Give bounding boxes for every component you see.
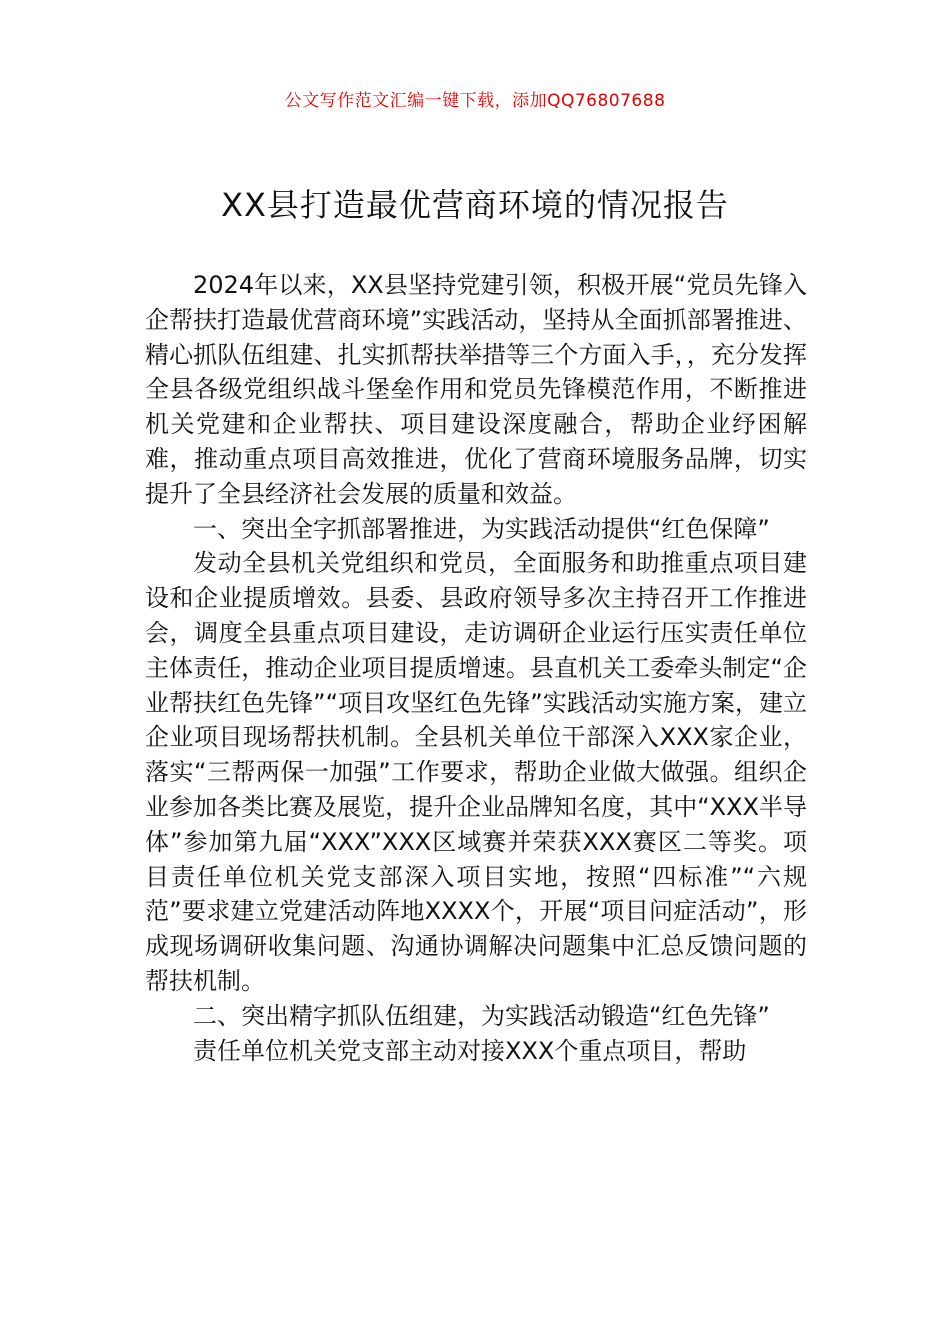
section-1-paragraph: 发动全县机关党组织和党员，全面服务和助推重点项目建设和企业提质增效。县委、县政府领导多次主持召开工作推进会，调度全县重点项目建设，走访调研企业运行压实责任单位主体责任，推动企业项目提质增速。县直机关工委牵头制定“企业帮扶红色先锋”“项目攻坚红色先锋”实践活动实施方案，建立企业项目现场帮扶机制。全县机关单位干部深入XXX家企业，落实“三帮两保一加强”工作要求，帮助企业做大做强。组织企业参加各类比赛及展览，提升企业品牌知名度，其中“XXX半导体”参加第九届“XXX”XXX区域赛并荣获XXX赛区二等奖。项目责任单位机关党支部深入项目实地，按照“四标准”“六规范”要求建立党建活动阵地XXXX个，开展“项目问症活动”，形成现场调研收集问题、沟通协调解决问题集中汇总反馈问题的帮扶机制。 [145, 549, 807, 995]
document-body [145, 268, 807, 1068]
section-heading-2: 二、突出精字抓队伍组建，为实践活动锻造“红色先锋” [193, 1001, 770, 1030]
section-heading-1: 一、突出全字抓部署推进，为实践活动提供“红色保障” [193, 514, 770, 543]
section-2-paragraph: 责任单位机关党支部主动对接XXX个重点项目，帮助 [193, 1036, 747, 1065]
document-title: XX县打造最优营商环境的情况报告 [221, 186, 729, 224]
promo-banner-text[interactable]: 公文写作范文汇编一键下载，添加QQ76807688 [284, 91, 666, 111]
intro-paragraph: 2024年以来，XX县坚持党建引领，积极开展“党员先锋入企帮扶打造最优营商环境”实践活动，坚持从全面抓部署推进、精心抓队伍组建、扎实抓帮扶举措等三个方面入手，，充分发挥全县各级党组织战斗堡垒作用和党员先锋模范作用，不断推进机关党建和企业帮扶、项目建设深度融合，帮助企业纾困解难，推动重点项目高效推进，优化了营商环境服务品牌，切实提升了全县经济社会发展的质量和效益。 [145, 271, 807, 508]
